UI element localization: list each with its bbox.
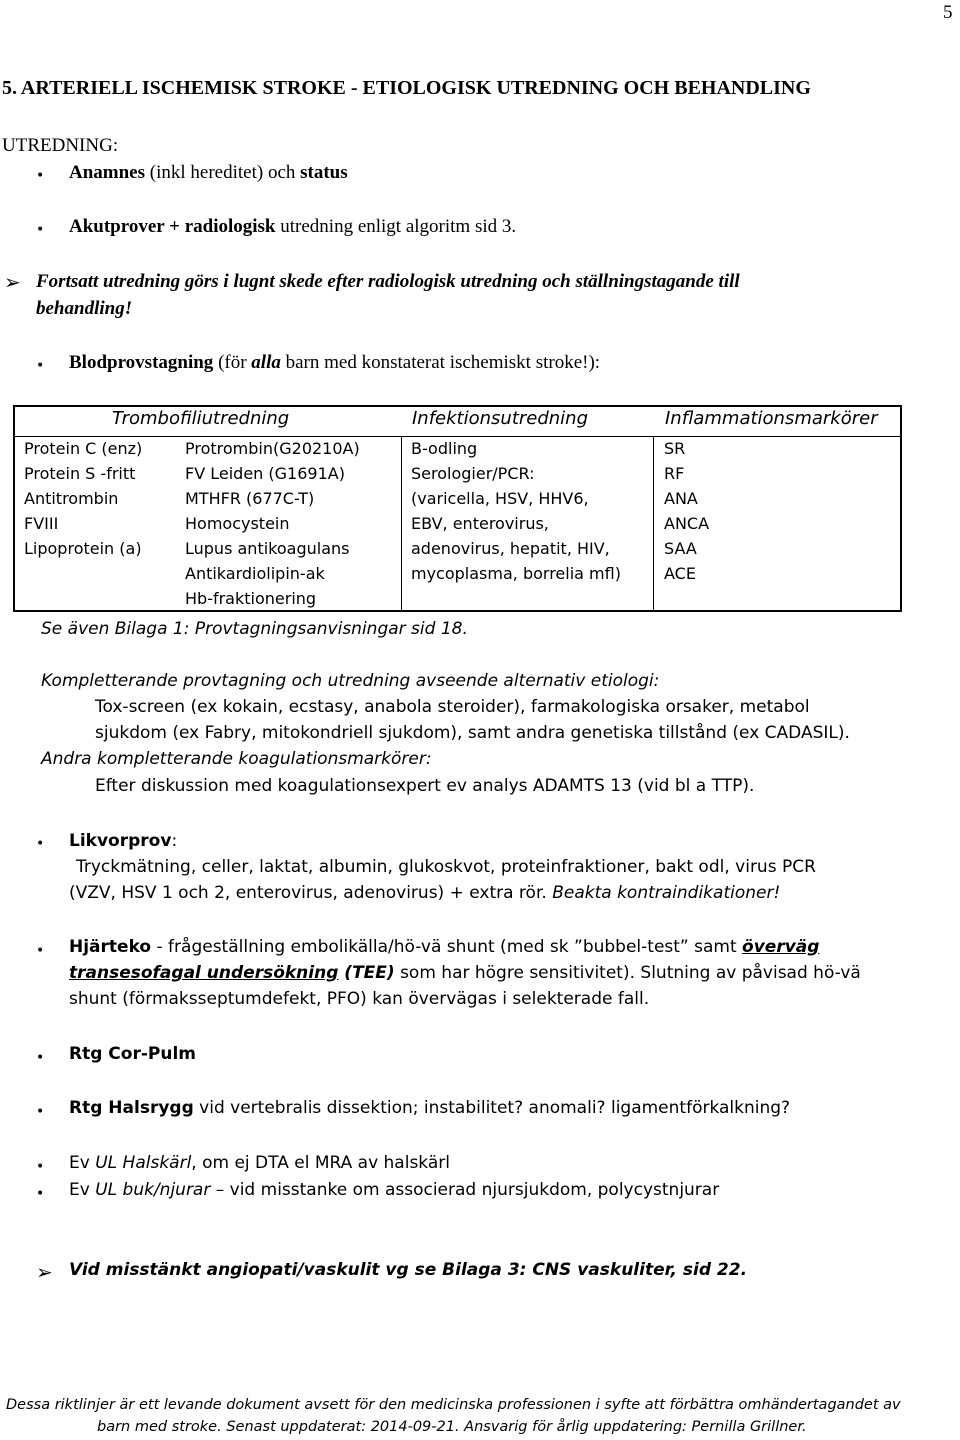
akutprover-text: utredning enligt algoritm sid 3. — [275, 216, 517, 237]
tee-emphasis: transesofagal undersökning — [69, 963, 339, 983]
table-column-divider — [401, 436, 402, 610]
arrow-bullet-icon: ➢ — [4, 270, 21, 294]
list-item: Lipoprotein (a) — [24, 539, 142, 558]
blodprov-text-b: barn med konstaterat ischemiskt stroke!): — [280, 352, 601, 373]
ul-buk-prefix: Ev — [69, 1180, 96, 1200]
header-trombofili: Trombofiliutredning — [112, 408, 290, 429]
likvor-line1: Tryckmätning, celler, laktat, albumin, glukoskvot, proteinfraktioner, bakt odl, virus PCR — [76, 857, 816, 877]
ul-hals-text: , om ej DTA el MRA av halskärl — [191, 1153, 450, 1173]
header-infektion: Infektionsutredning — [412, 408, 589, 429]
arrow-bullet-icon: ➢ — [36, 1260, 53, 1284]
footer-line1: Dessa riktlinjer är ett levande dokument avsett för den medicinska professionen i syfte att förbättra omhändertagandet av — [6, 1397, 901, 1413]
bullet-icon: • — [36, 1186, 45, 1202]
ul-buk-label: UL buk/njurar — [95, 1180, 211, 1200]
list-item: Serologier/PCR: — [411, 464, 535, 483]
bullet-icon: • — [36, 358, 45, 374]
list-item: mycoplasma, borrelia mfl) — [411, 564, 621, 583]
list-item: Homocystein — [185, 514, 290, 533]
hjarteko-line2 — [69, 963, 861, 983]
bullet-icon: • — [36, 1050, 45, 1066]
likvor-line2 — [69, 883, 780, 903]
col-trombofili-1 — [24, 436, 142, 561]
blodprov-text-a: (för — [213, 352, 252, 373]
se-aven-note: Se även Bilaga 1: Provtagningsanvisningar sid 18. — [41, 619, 468, 639]
likvor-colon: : — [171, 831, 178, 851]
hjarteko-label: Hjärteko — [69, 937, 152, 957]
ul-hals-prefix: Ev — [69, 1153, 96, 1173]
col-inflammation — [664, 436, 709, 586]
bullet-icon: • — [36, 1159, 45, 1175]
col-infektion — [411, 436, 621, 586]
rtg-cor-item: Rtg Cor-Pulm — [69, 1044, 197, 1064]
list-item: SAA — [664, 539, 697, 558]
bullet-icon: • — [36, 168, 45, 184]
blood-test-table — [13, 405, 902, 612]
list-item: RF — [664, 464, 685, 483]
bullet-icon: • — [36, 1104, 45, 1120]
vaskulit-note: Vid misstänkt angiopati/vaskulit vg se Bilaga 3: CNS vaskuliter, sid 22. — [69, 1260, 748, 1280]
page-number: 5 — [943, 2, 953, 23]
ul-buk-item — [69, 1180, 719, 1200]
rtg-hals-item — [69, 1098, 790, 1118]
hjarteko-line3: shunt (förmaksseptumdefekt, PFO) kan övervägas i selekterade fall. — [69, 989, 650, 1009]
page-title: 5. ARTERIELL ISCHEMISK STROKE - ETIOLOGISK UTREDNING OCH BEHANDLING — [2, 77, 811, 99]
komplett-heading: Kompletterande provtagning och utredning avseende alternativ etiologi: — [41, 671, 660, 691]
overvag-emphasis: överväg — [742, 937, 820, 957]
likvor-warning: Beakta kontraindikationer! — [552, 883, 781, 903]
list-item: FV Leiden (G1691A) — [185, 464, 345, 483]
anamnes-text: (inkl hereditet) och — [145, 162, 301, 183]
ul-hals-item — [69, 1153, 450, 1173]
likvor-label: Likvorprov — [69, 831, 172, 851]
footer-line2: barn med stroke. Senast uppdaterat: 2014-09-21. Ansvarig för årlig uppdatering: Pernilla Grillner. — [97, 1419, 807, 1435]
list-item: SR — [664, 439, 686, 458]
fortsatt-line2: behandling! — [36, 298, 133, 319]
blodprov-item — [69, 352, 600, 374]
list-item: (varicella, HSV, HHV6, — [411, 489, 589, 508]
bullet-icon: • — [36, 943, 45, 959]
anamnes-label: Anamnes — [69, 162, 146, 183]
rtg-hals-text: vid vertebralis dissektion; instabilitet? anomali? ligamentförkalkning? — [193, 1098, 791, 1118]
list-item: EBV, enterovirus, — [411, 514, 549, 533]
list-item: Lupus antikoagulans — [185, 539, 350, 558]
komplett-line2: sjukdom (ex Fabry, mitokondriell sjukdom), samt andra genetiska tillstånd (ex CADASIL). — [95, 723, 850, 743]
akutprover-item — [69, 216, 516, 238]
alla-emphasis: alla — [251, 352, 281, 373]
list-item: ANCA — [664, 514, 710, 533]
komplett-line1: Tox-screen (ex kokain, ecstasy, anabola steroider), farmakologiska orsaker, metabol — [95, 697, 810, 717]
tee-abbr: (TEE) — [338, 963, 395, 983]
list-item: Antikardiolipin-ak — [185, 564, 325, 583]
header-inflammation: Inflammationsmarkörer — [665, 408, 878, 429]
list-item: Protein S -fritt — [24, 464, 136, 483]
list-item: Protrombin(G20210A) — [185, 439, 360, 458]
hjarteko-line1 — [69, 937, 819, 957]
likvor-title — [69, 831, 177, 851]
bullet-icon: • — [36, 836, 45, 852]
list-item: Hb-fraktionering — [185, 589, 317, 608]
list-item: Antitrombin — [24, 489, 119, 508]
utredning-label: UTREDNING: — [2, 135, 119, 156]
koag-heading: Andra kompletterande koagulationsmarkörer: — [41, 749, 432, 769]
hjarteko-text-2: som har högre sensitivitet). Slutning av påvisad hö-vä — [394, 963, 861, 983]
list-item: adenovirus, hepatit, HIV, — [411, 539, 610, 558]
list-item: ANA — [664, 489, 698, 508]
ul-buk-text: – vid misstanke om associerad njursjukdom, polycystnjurar — [210, 1180, 720, 1200]
bullet-icon: • — [36, 222, 45, 238]
list-item: MTHFR (677C-T) — [185, 489, 315, 508]
list-item: FVIII — [24, 514, 59, 533]
hjarteko-text: - frågeställning embolikälla/hö-vä shunt (med sk ”bubbel-test” samt — [151, 937, 743, 957]
koag-line: Efter diskussion med koagulationsexpert ev analys ADAMTS 13 (vid bl a TTP). — [95, 776, 755, 796]
col-trombofili-2 — [185, 436, 360, 611]
ul-hals-label: UL Halskärl — [95, 1153, 192, 1173]
table-column-divider — [653, 436, 654, 610]
fortsatt-line1: Fortsatt utredning görs i lugnt skede efter radiologisk utredning och ställningstagande till — [36, 271, 740, 292]
anamnes-item — [69, 162, 348, 184]
list-item: B-odling — [411, 439, 478, 458]
status-label: status — [300, 162, 348, 183]
blodprov-label: Blodprovstagning — [69, 352, 214, 373]
list-item: Protein C (enz) — [24, 439, 143, 458]
akutprover-label: Akutprover + radiologisk — [69, 216, 276, 237]
rtg-hals-label: Rtg Halsrygg — [69, 1098, 194, 1118]
likvor-line2-text: (VZV, HSV 1 och 2, enterovirus, adenovirus) + extra rör. — [69, 883, 553, 903]
list-item: ACE — [664, 564, 696, 583]
